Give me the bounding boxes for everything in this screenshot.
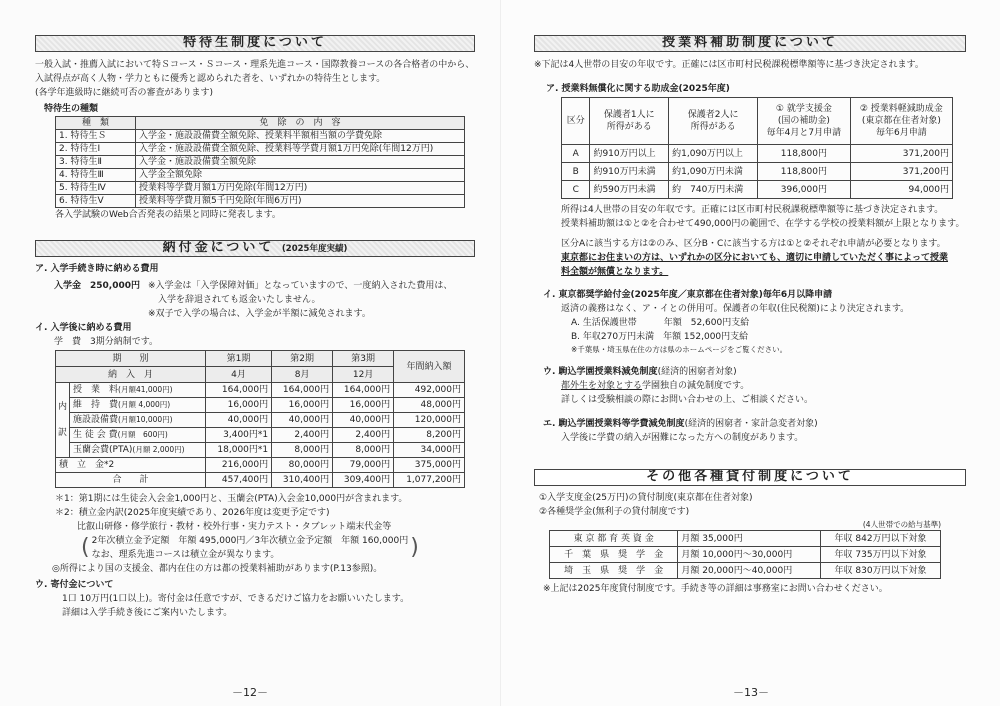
amount-cell: 120,000円 <box>394 413 465 428</box>
table-row <box>550 547 941 563</box>
subsidy-cell: 約 740万円未満 <box>669 181 758 199</box>
heading-e: エ. 駒込学園授業料等学費減免制度 <box>543 419 685 429</box>
amount-cell: 3,400円*1 <box>205 428 271 443</box>
reduction-line: 詳しくは受験相談の際にお問い合わせの上、ご相談ください。 <box>561 395 814 405</box>
loan-cell: 東 京 都 育 英 資 金 <box>550 531 678 547</box>
total-row: 合 計 457,400円 310,400円 309,400円 1,077,200円 <box>56 473 465 488</box>
amount-cell: 8,200円 <box>394 428 465 443</box>
amount-cell: 40,000円 <box>205 413 271 428</box>
footnote: 2年次積立金予定額 年額 495,000円／3年次積立金予定額 年額 160,000円 <box>91 536 409 546</box>
subsidy-cell: 約910万円未満 <box>590 163 669 181</box>
fee-label: 学 費 3期分納制です。 <box>54 337 159 347</box>
table-row <box>56 413 465 428</box>
intro-line: 入試得点が高く人物・学力ともに優秀と認められた者を、いずれかの特待生とします。 <box>35 74 386 84</box>
emphasis-line: 東京都にお住まいの方は、いずれかの区分においても、適切に申請していただく事によって授業 <box>561 253 949 263</box>
loan-cell: 埼 玉 県 奨 学 金 <box>550 563 678 579</box>
table-row <box>56 195 465 208</box>
subsidy-header-row <box>562 98 953 145</box>
header-cell: 保護者1人に 所得がある <box>590 98 669 145</box>
header-m2: 8月 <box>272 367 333 383</box>
type-cell: 1. 特待生Ｓ <box>56 130 136 143</box>
entrance-note: 入学を辞退されても返金いたしません。 <box>158 295 321 305</box>
reduction-line: 都外生を対象とする学園独自の減免制度です。 <box>561 381 750 391</box>
donation-line: 詳細は入学手続き後にご案内いたします。 <box>62 608 233 618</box>
scholarship-table <box>549 530 941 579</box>
loan-line: ①入学支度金(25万円)の貸付制度(東京都在住者対象) <box>539 493 753 503</box>
subsidy-cell: B <box>562 163 590 181</box>
loan-cell: 年収 842万円以下対象 <box>821 531 941 547</box>
loan-line: ②各種奨学金(無利子の貸付制度です) <box>539 507 690 517</box>
content-cell: 入学金・施設設備費全額免除、授業料等学費月額1万円免除(年間12万円) <box>136 143 465 156</box>
reduction-line: 入学後に学費の納入が困難になった方への制度があります。 <box>561 433 804 443</box>
heading-u: ウ. 駒込学園授業料減免制度 <box>543 367 658 377</box>
amount-cell: 216,000円 <box>205 458 271 473</box>
fee-item <box>70 428 206 443</box>
item-monthly: (月額 2,000円) <box>132 445 185 454</box>
table-row <box>56 156 465 169</box>
heading-e-sub: (経済的困窮者・家計急変者対象) <box>684 419 818 429</box>
table-row <box>56 182 465 195</box>
amount-cell: 2,400円 <box>272 428 333 443</box>
header-p2: 第2期 <box>272 351 333 367</box>
section-title-tokutaisei: 特待生制度について <box>35 35 475 52</box>
table-row <box>56 143 465 156</box>
entrance-note: ※入学金は「入学保障対価」となっていますので、一度納入された費用は、 <box>148 281 453 291</box>
header-cell: ② 授業料軽減助成金 (東京都在住者対象) 毎年6月申請 <box>850 98 952 145</box>
intro-line: (各学年進級時に継続可否の審査があります) <box>35 88 214 98</box>
heading-a: ア. 入学手続き時に納める費用 <box>35 264 159 274</box>
subsidy-cell: 396,000円 <box>758 181 851 199</box>
header-p3: 第3期 <box>333 351 394 367</box>
paren-open: ( <box>81 535 90 560</box>
amount-cell: 164,000円 <box>205 383 271 398</box>
footnote: ＊1：第1期には生徒会入会金1,000円と、玉蘭会(PTA)入会金10,000円が含まれます。 <box>55 494 408 504</box>
section-title-kashitsuke: その他各種貸付制度について <box>534 469 966 486</box>
grant-line: B. 年収270万円未満 年額 152,000円支給 <box>571 332 749 342</box>
subsidy-cell: 約910万円以上 <box>590 145 669 163</box>
loan-note: ※上記は2025年度貸付制度です。手続き等の詳細は事務室にお問い合わせください。 <box>543 584 888 594</box>
loan-cell: 千 葉 県 奨 学 金 <box>550 547 678 563</box>
header-p1: 第1期 <box>205 351 271 367</box>
table-row <box>550 531 941 547</box>
header-period: 期 別 <box>56 351 206 367</box>
table-row <box>56 398 465 413</box>
amount-cell: 164,000円 <box>333 383 394 398</box>
content-cell: 入学金全額免除 <box>136 169 465 182</box>
amount-cell: 16,000円 <box>205 398 271 413</box>
heading-u-line <box>543 365 966 379</box>
fee-item <box>56 458 206 473</box>
announcement-note: 各入学試験のWeb合否発表の結果と同時に発表します。 <box>55 210 281 220</box>
type-cell: 3. 特待生Ⅱ <box>56 156 136 169</box>
header-cell: ① 就学支援金 (国の補助金) 毎年4月と7月申請 <box>758 98 851 145</box>
subsidy-cell: A <box>562 145 590 163</box>
amount-cell: 8,000円 <box>272 443 333 458</box>
item-monthly: (月額10,000円) <box>118 415 173 424</box>
page-13 <box>500 0 1000 706</box>
amount-cell: 492,000円 <box>394 383 465 398</box>
subsidy-cell: 94,000円 <box>850 181 952 199</box>
subsidy-line: 所得は4人世帯の目安の年収です。正確には区市町村民税課税標準額等に基づき決定されます。 <box>561 205 944 215</box>
entrance-note: ※双子で入学の場合は、入学金が半額に減免されます。 <box>148 309 371 319</box>
footnote: なお、理系先進コースは積立金が異なります。 <box>91 550 280 560</box>
table-row <box>562 163 953 181</box>
amount-cell: 34,000円 <box>394 443 465 458</box>
subsidy-cell: 118,800円 <box>758 145 851 163</box>
grant-line: A. 生活保護世帯 年額 52,600円支給 <box>571 318 750 328</box>
fee-item <box>70 398 206 413</box>
fee-table <box>55 350 465 488</box>
footnote: 比叡山研修・修学旅行・教材・校外行事・実力テスト・タブレット端末代金等 <box>77 522 392 532</box>
intro-line: 一般入試・推薦入試において特Ｓコース・Ｓコース・理系先進コース・国際教養コースの各合格者の中から、 <box>35 60 475 70</box>
amount-cell: 79,000円 <box>333 458 394 473</box>
amount-cell: 375,000円 <box>394 458 465 473</box>
item-name: 維 持 費 <box>73 400 119 410</box>
content-cell: 授業料等学費月額1万円免除(年間12万円) <box>136 182 465 195</box>
loan-cell: 月額 10,000円～30,000円 <box>678 547 821 563</box>
amount-cell: 18,000円*1 <box>205 443 271 458</box>
content-cell: 入学金・施設設備費全額免除、授業料半額相当額の学費免除 <box>136 130 465 143</box>
table-row <box>56 458 465 473</box>
fee-item <box>70 413 206 428</box>
type-cell: 5. 特待生Ⅳ <box>56 182 136 195</box>
subsidy-cell: 118,800円 <box>758 163 851 181</box>
tokutaisei-table <box>55 116 465 208</box>
table-row <box>550 563 941 579</box>
type-cell: 6. 特待生Ⅴ <box>56 195 136 208</box>
table-row <box>56 383 465 398</box>
heading-u: ウ. 寄付金について <box>35 580 114 590</box>
table-row <box>56 169 465 182</box>
header-month: 納 入 月 <box>56 367 206 383</box>
amount-cell: 8,000円 <box>333 443 394 458</box>
donation-line: 1口 10万円(1口以上)。寄付金は任意ですが、できるだけご協力をお願いいたします。 <box>62 594 410 604</box>
table-row <box>562 181 953 199</box>
subsidy-line: 授業料補助額は①と②を合わせて490,000円の範囲で、在学する学校の授業料額が上限となります。 <box>561 219 965 229</box>
heading-i: イ. 入学後に納める費用 <box>35 323 132 333</box>
loan-cell: 年収 830万円以下対象 <box>821 563 941 579</box>
page-13-content <box>534 35 966 596</box>
income-note: ※下記は4人世帯の目安の年収です。正確には区市町村民税課税標準額等に基づき決定されます。 <box>534 60 924 70</box>
emphasis-line: 料全額が無償となります。 <box>561 267 669 277</box>
item-name: 玉蘭会費(PTA) <box>73 445 133 455</box>
footnote: ＊2：積立金内訳(2025年度実績であり、2026年度は変更予定です) <box>55 508 330 518</box>
fee-item <box>70 443 206 458</box>
content-cell: 授業料等学費月額5千円免除(年間6万円) <box>136 195 465 208</box>
section-title-nofukin: 納付金について (2025年度実績) <box>35 240 475 257</box>
header-cell: 区分 <box>562 98 590 145</box>
amount-cell: 40,000円 <box>272 413 333 428</box>
loan-cell: 月額 20,000円～40,000円 <box>678 563 821 579</box>
table-row <box>56 428 465 443</box>
amount-cell: 2,400円 <box>333 428 394 443</box>
amount-cell: 16,000円 <box>272 398 333 413</box>
header-annual: 年間納入額 <box>394 351 465 383</box>
heading-a: ア. 授業料無償化に関する助成金(2025年度) <box>546 84 730 94</box>
basis-note: (4人世帯での給与基準) <box>862 520 941 529</box>
item-monthly: (月額 4,000円) <box>118 400 171 409</box>
subsidy-cell: 約1,090万円未満 <box>669 163 758 181</box>
table-row <box>56 130 465 143</box>
subsidy-cell: 371,200円 <box>850 145 952 163</box>
subsidy-table <box>561 97 953 199</box>
section-title-hojo: 授業料補助制度について <box>534 35 966 52</box>
heading-e-line <box>543 417 966 431</box>
subsidy-cell: C <box>562 181 590 199</box>
content-cell: 入学金・施設設備費全額免除 <box>136 156 465 169</box>
amount-cell: 164,000円 <box>272 383 333 398</box>
page-number: －12－ <box>232 686 268 699</box>
type-cell: 2. 特待生Ⅰ <box>56 143 136 156</box>
heading-u-sub: (経済的困窮者対象) <box>657 367 737 377</box>
item-name: 施設設備費 <box>73 415 119 425</box>
table-row <box>56 443 465 458</box>
item-monthly: (月額41,000円) <box>118 385 173 394</box>
subsidy-line: 区分Aに該当する方は②のみ、区分B・Cに該当する方は①と②それぞれ申請が必要となります。 <box>561 239 946 249</box>
item-name: 生 徒 会 費 <box>73 430 118 440</box>
footnote: ◎所得により国の支援金、都内在住の方は都の授業料補助があります(P.13参照)。 <box>52 564 383 574</box>
item-monthly: (月額 600円) <box>117 430 168 439</box>
subsidy-cell: 371,200円 <box>850 163 952 181</box>
item-name: 積 立 金*2 <box>59 460 115 470</box>
grant-small-note: ※千葉県・埼玉県在住の方は県のホームページをご覧ください。 <box>571 345 788 354</box>
amount-cell: 16,000円 <box>333 398 394 413</box>
page-number: －13－ <box>733 686 769 699</box>
amount-cell: 40,000円 <box>333 413 394 428</box>
page-12-content <box>35 35 475 620</box>
breakdown-label: 内訳 <box>56 383 70 458</box>
grant-line: 返済の義務はなく、ア・イとの併用可。保護者の年収(住民税額)により決定されます。 <box>561 304 910 314</box>
fee-item <box>70 383 206 398</box>
header-m3: 12月 <box>333 367 394 383</box>
subsidy-cell: 約590万円未満 <box>590 181 669 199</box>
header-type: 種 類 <box>56 117 136 130</box>
loan-cell: 月額 35,000円 <box>678 531 821 547</box>
header-cell: 保護者2人に 所得がある <box>669 98 758 145</box>
header-content: 免 除 の 内 容 <box>136 117 465 130</box>
type-cell: 4. 特待生Ⅲ <box>56 169 136 182</box>
types-label: 特待生の種類 <box>44 104 99 114</box>
header-m1: 4月 <box>205 367 271 383</box>
paren-close: ) <box>410 535 419 560</box>
entrance-fee: 入学金 250,000円 <box>54 281 140 291</box>
amount-cell: 80,000円 <box>272 458 333 473</box>
heading-i: イ. 東京都奨学給付金(2025年度／東京都在住者対象)毎年6月以降申請 <box>543 290 833 300</box>
table-row <box>562 145 953 163</box>
item-name: 授 業 料 <box>73 385 119 395</box>
loan-cell: 年収 735万円以下対象 <box>821 547 941 563</box>
amount-cell: 48,000円 <box>394 398 465 413</box>
subsidy-cell: 約1,090万円以上 <box>669 145 758 163</box>
